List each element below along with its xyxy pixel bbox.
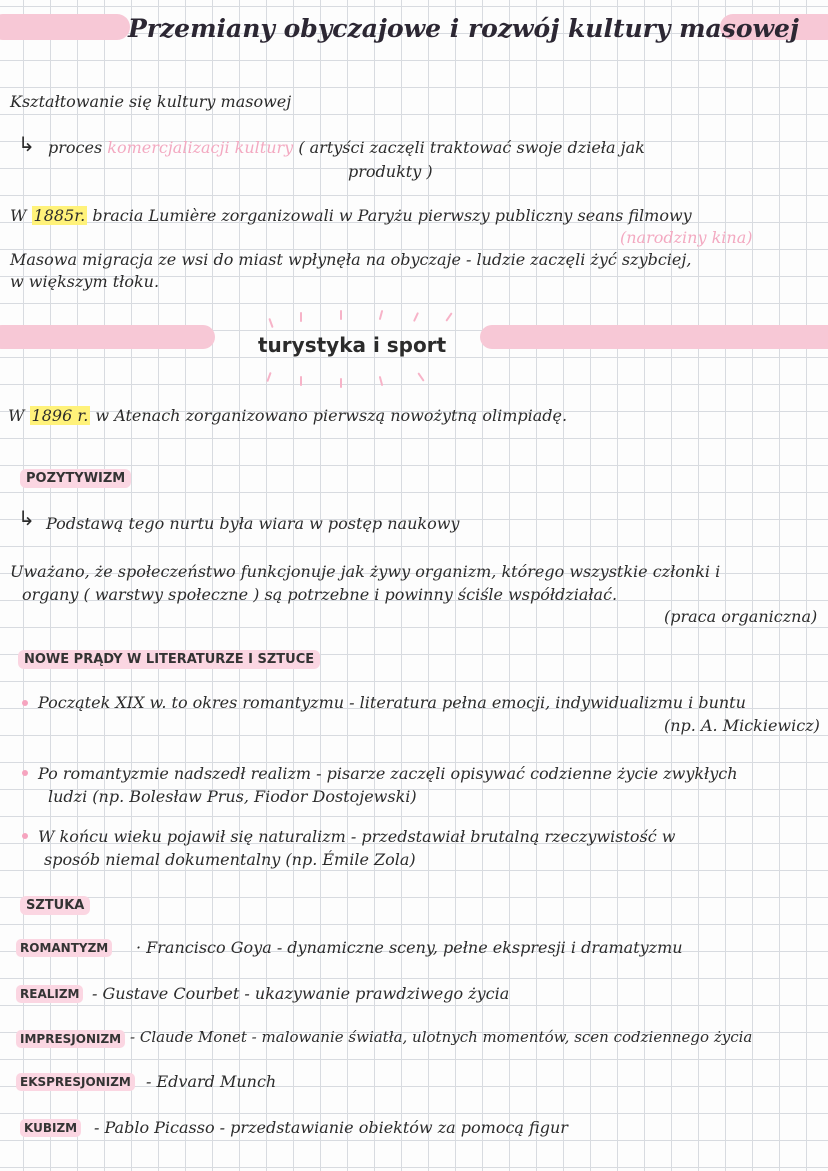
pozytywizm-line1: Podstawą tego nurtu była wiara w postęp naukowy bbox=[46, 514, 460, 533]
row-ekspresjonizm: - Edvard Munch bbox=[146, 1072, 277, 1091]
ray bbox=[379, 310, 384, 320]
label-romantyzm: ROMANTYZM bbox=[16, 939, 112, 957]
pozytywizm-line2: Uważano, że społeczeństwo funkcjonuje jak żywy organizm, którego wszystkie członki i bbox=[10, 562, 721, 581]
nowe-b2a: Po romantyzmie nadszedł realizm - pisarze zaczęli opisywać codzienne życie zwykłych bbox=[38, 764, 738, 783]
ray bbox=[445, 312, 452, 321]
pozytywizm-line3: organy ( warstwy społeczne ) są potrzebne i powinny ściśle współdziałać. bbox=[22, 585, 618, 604]
year-1885: 1885r. bbox=[33, 206, 86, 225]
label-realizm: REALIZM bbox=[16, 985, 83, 1003]
s2-note: (narodziny kina) bbox=[620, 228, 753, 247]
ray bbox=[340, 310, 342, 320]
olimpiada-line: W 1896 r. w Atenach zorganizowano pierwszą nowożytną olimpiadę. bbox=[8, 406, 568, 425]
nowe-b1b: (np. A. Mickiewicz) bbox=[664, 716, 820, 735]
ray bbox=[268, 318, 273, 328]
nowe-b3b: sposób niemal dokumentalny (np. Émile Zola) bbox=[44, 850, 416, 869]
s1-line3: produkty ) bbox=[348, 162, 433, 181]
nowe-b2b: ludzi (np. Bolesław Prus, Fiodor Dostojewski) bbox=[48, 787, 417, 806]
tag-nowe-prady: NOWE PRĄDY W LITERATURZE I SZTUCE bbox=[18, 650, 320, 669]
s2-line: W 1885r. bracia Lumière zorganizowali w Paryżu pierwszy publiczny seans filmowy bbox=[10, 206, 692, 225]
bullet bbox=[22, 770, 28, 776]
ray bbox=[300, 376, 302, 386]
bullet bbox=[22, 833, 28, 839]
ray bbox=[417, 372, 424, 381]
ray bbox=[379, 376, 384, 386]
heading-bar-left bbox=[0, 325, 215, 349]
year-1896: 1896 r. bbox=[31, 406, 89, 425]
highlight-commercialization: komercjalizacji kultury bbox=[107, 138, 294, 157]
nowe-b1a: Początek XIX w. to okres romantyzmu - literatura pełna emocji, indywidualizmu i buntu bbox=[38, 693, 746, 712]
nowe-b3a: W końcu wieku pojawił się naturalizm - przedstawiał brutalną rzeczywistość w bbox=[38, 827, 676, 846]
label-impresjonizm: IMPRESJONIZM bbox=[16, 1030, 125, 1048]
heading-turystyka: turystyka i sport bbox=[258, 333, 447, 357]
return-arrow-icon: ↳ bbox=[18, 132, 35, 156]
row-realizm: - Gustave Courbet - ukazywanie prawdziwego życia bbox=[92, 984, 510, 1003]
s3-line2: w większym tłoku. bbox=[10, 272, 160, 291]
pozytywizm-line4: (praca organiczna) bbox=[664, 607, 818, 626]
ray bbox=[266, 372, 271, 382]
page-title: Przemiany obyczajowe i rozwój kultury masowej bbox=[128, 14, 799, 43]
label-ekspresjonizm: EKSPRESJONIZM bbox=[16, 1073, 135, 1091]
return-arrow-icon: ↳ bbox=[18, 506, 35, 530]
row-impresjonizm: - Claude Monet - malowanie światła, ulotnych momentów, scen codziennego życia bbox=[130, 1028, 753, 1046]
tag-pozytywizm: POZYTYWIZM bbox=[20, 469, 131, 488]
s1-line2: proces komercjalizacji kultury ( artyści zaczęli traktować swoje dzieła jak bbox=[48, 138, 645, 157]
title-bar-left bbox=[0, 14, 130, 40]
ray bbox=[413, 312, 419, 322]
ray bbox=[340, 378, 342, 388]
bullet bbox=[22, 700, 28, 706]
s3-line1: Masowa migracja ze wsi do miast wpłynęła na obyczaje - ludzie zaczęli żyć szybciej, bbox=[10, 250, 692, 269]
label-kubizm: KUBIZM bbox=[20, 1119, 81, 1137]
tag-sztuka: SZTUKA bbox=[20, 896, 90, 915]
s1-line1: Kształtowanie się kultury masowej bbox=[10, 92, 292, 111]
row-romantyzm: · Francisco Goya - dynamiczne sceny, pełne ekspresji i dramatyzmu bbox=[136, 938, 683, 957]
row-kubizm: - Pablo Picasso - przedstawianie obiektów za pomocą figur bbox=[94, 1118, 568, 1137]
ray bbox=[300, 312, 302, 322]
heading-bar-right bbox=[480, 325, 828, 349]
